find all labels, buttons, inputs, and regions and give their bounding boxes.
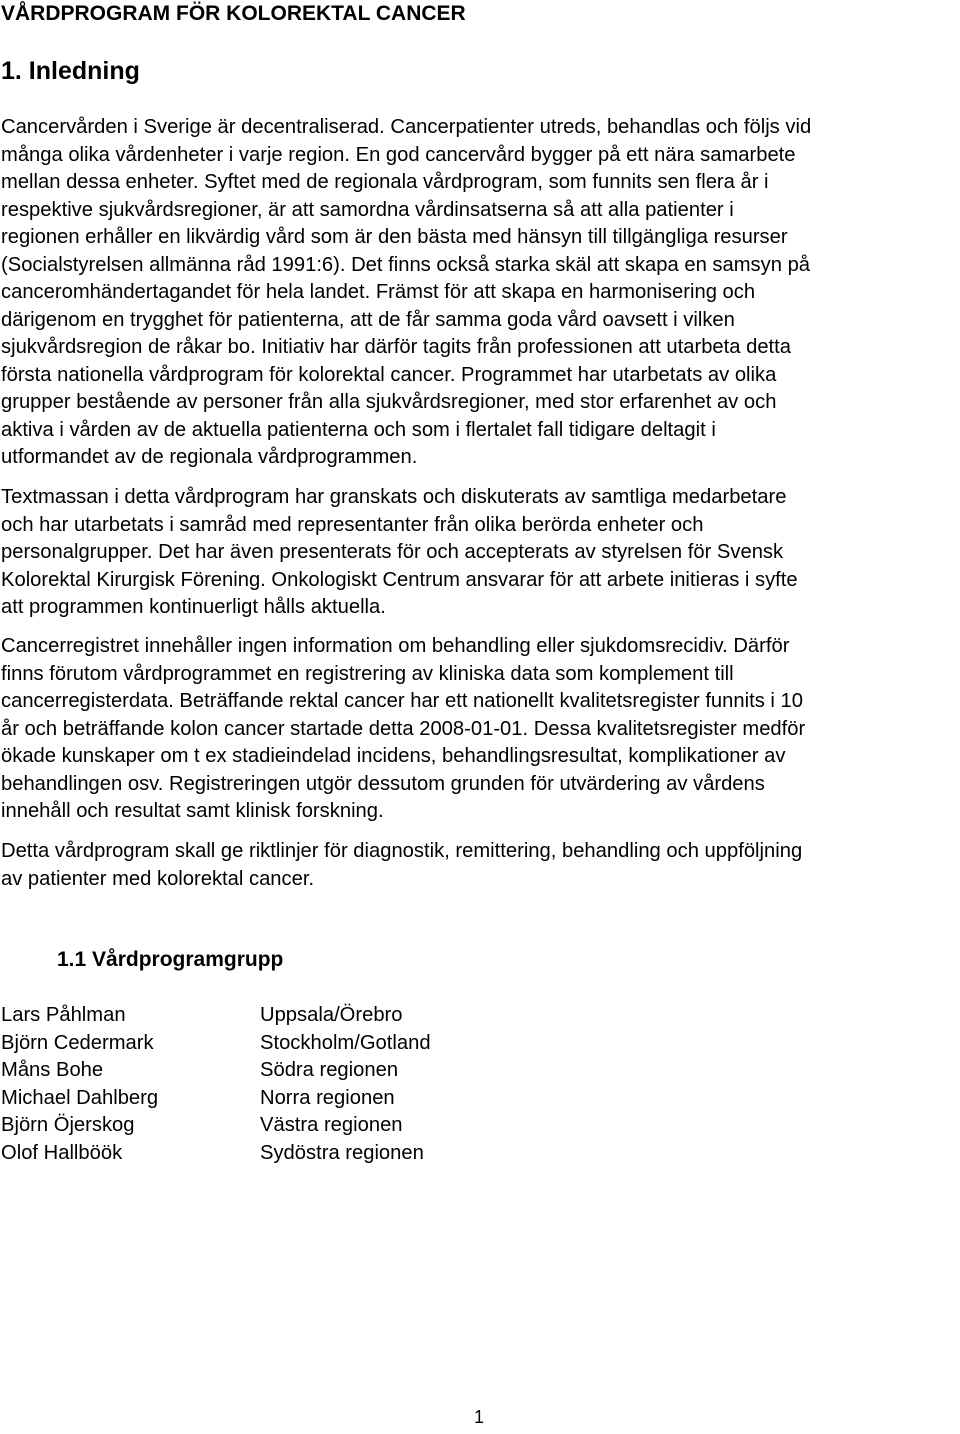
member-row	[1, 1085, 601, 1113]
member-row	[1, 1140, 601, 1168]
member-name: Måns Bohe	[1, 1059, 104, 1081]
text-line: utformandet av de regionala vårdprogrammen.	[1, 446, 418, 468]
text-line: år och beträffande kolon cancer startade detta 2008-01-01. Dessa kvalitetsregister medför	[1, 717, 806, 740]
text-line: Cancerregistret innehåller ingen information om behandling eller sjukdomsrecidiv. Därför	[1, 635, 790, 657]
member-region: Uppsala/Örebro	[260, 1004, 403, 1026]
text-line: första nationella vårdprogram för kolorektal cancer. Programmet har utarbetats av olika	[1, 363, 777, 386]
paragraph-purpose	[1, 838, 959, 893]
text-line: aktiva i vården av de aktuella patienterna och som i flertalet fall tidigare deltagit i	[1, 418, 716, 441]
text-line: Cancervården i Sverige är decentraliserad. Cancerpatienter utreds, behandlas och följs vid	[1, 116, 812, 138]
document-title: VÅRDPROGRAM FÖR KOLOREKTAL CANCER	[1, 2, 466, 25]
member-list	[1, 1002, 601, 1167]
text-line: därigenom en trygghet för patienterna, att de får samma goda vård oavsett i vilken	[1, 308, 735, 331]
text-line: (Socialstyrelsen allmänna råd 1991:6). Det finns också starka skäl att skapa en samsyn på	[1, 253, 811, 276]
text-line: många olika vårdenheter i varje region. En god cancervård bygger på ett nära samarbete	[1, 143, 796, 166]
text-line: grupper bestående av personer från alla sjukvårdsregioner, med stor erfarenhet av och	[1, 391, 777, 413]
text-line: respektive sjukvårdsregioner, är att samordna vårdinsatserna så att alla patienter i	[1, 198, 734, 221]
member-region: Västra regionen	[260, 1114, 403, 1136]
text-line: sjukvårdsregion de råkar bo. Initiativ har därför tagits från professionen att utarbeta detta	[1, 336, 791, 358]
paragraph-introduction	[1, 114, 959, 472]
member-region: Norra regionen	[260, 1086, 395, 1109]
text-line: att programmen kontinuerligt hålls aktuella.	[1, 596, 386, 618]
text-line: personalgrupper. Det har även presenterats för och accepterats av styrelsen för Svensk	[1, 541, 784, 563]
text-line: canceromhändertagandet för hela landet. Främst för att skapa en harmonisering och	[1, 281, 756, 303]
member-name: Björn Cedermark	[1, 1031, 154, 1054]
text-line: Detta vårdprogram skall ge riktlinjer för diagnostik, remittering, behandling och uppföljning	[1, 840, 803, 862]
text-line: regionen erhåller en likvärdig vård som är den bästa med hänsyn till tillgängliga resurser	[1, 226, 788, 248]
text-line: Textmassan i detta vårdprogram har granskats och diskuterats av samtliga medarbetare	[1, 486, 787, 508]
member-row	[1, 1002, 601, 1030]
text-line: Kolorektal Kirurgisk Förening. Onkologiskt Centrum ansvarar för att arbete initieras i syfte	[1, 568, 798, 591]
text-line: behandlingen osv. Registreringen utgör dessutom grunden för utvärdering av vårdens	[1, 772, 765, 795]
member-region: Stockholm/Gotland	[260, 1031, 431, 1054]
paragraph-review	[1, 484, 959, 622]
member-name: Lars Påhlman	[1, 1004, 126, 1026]
paragraph-cancer-register	[1, 633, 959, 826]
member-row	[1, 1030, 601, 1058]
member-row	[1, 1112, 601, 1140]
text-line: cancerregisterdata. Beträffande rektal cancer har ett nationellt kvalitetsregister funnits i 10	[1, 690, 803, 712]
section-heading-inledning: 1. Inledning	[1, 57, 140, 85]
text-line: av patienter med kolorektal cancer.	[1, 867, 315, 890]
subsection-heading-vardprogramgrupp: 1.1 Vårdprogramgrupp	[57, 948, 284, 971]
page-number: 1	[474, 1407, 485, 1427]
member-region: Södra regionen	[260, 1059, 399, 1081]
text-line: ökade kunskaper om t ex stadieindelad incidens, behandlingsresultat, komplikationer av	[1, 745, 786, 767]
text-line: och har utarbetats i samråd med representanter från olika berörda enheter och	[1, 513, 704, 536]
text-line: mellan dessa enheter. Syftet med de regionala vårdprogram, som funnits sen flera år i	[1, 171, 769, 193]
member-name: Michael Dahlberg	[1, 1086, 159, 1109]
text-line: finns förutom vårdprogrammet en registrering av kliniska data som komplement till	[1, 662, 734, 685]
member-row	[1, 1057, 601, 1085]
member-region: Sydöstra regionen	[260, 1141, 424, 1164]
member-name: Olof Hallböök	[1, 1141, 123, 1164]
text-line: innehåll och resultat samt klinisk forskning.	[1, 800, 384, 822]
member-name: Björn Öjerskog	[1, 1114, 135, 1136]
